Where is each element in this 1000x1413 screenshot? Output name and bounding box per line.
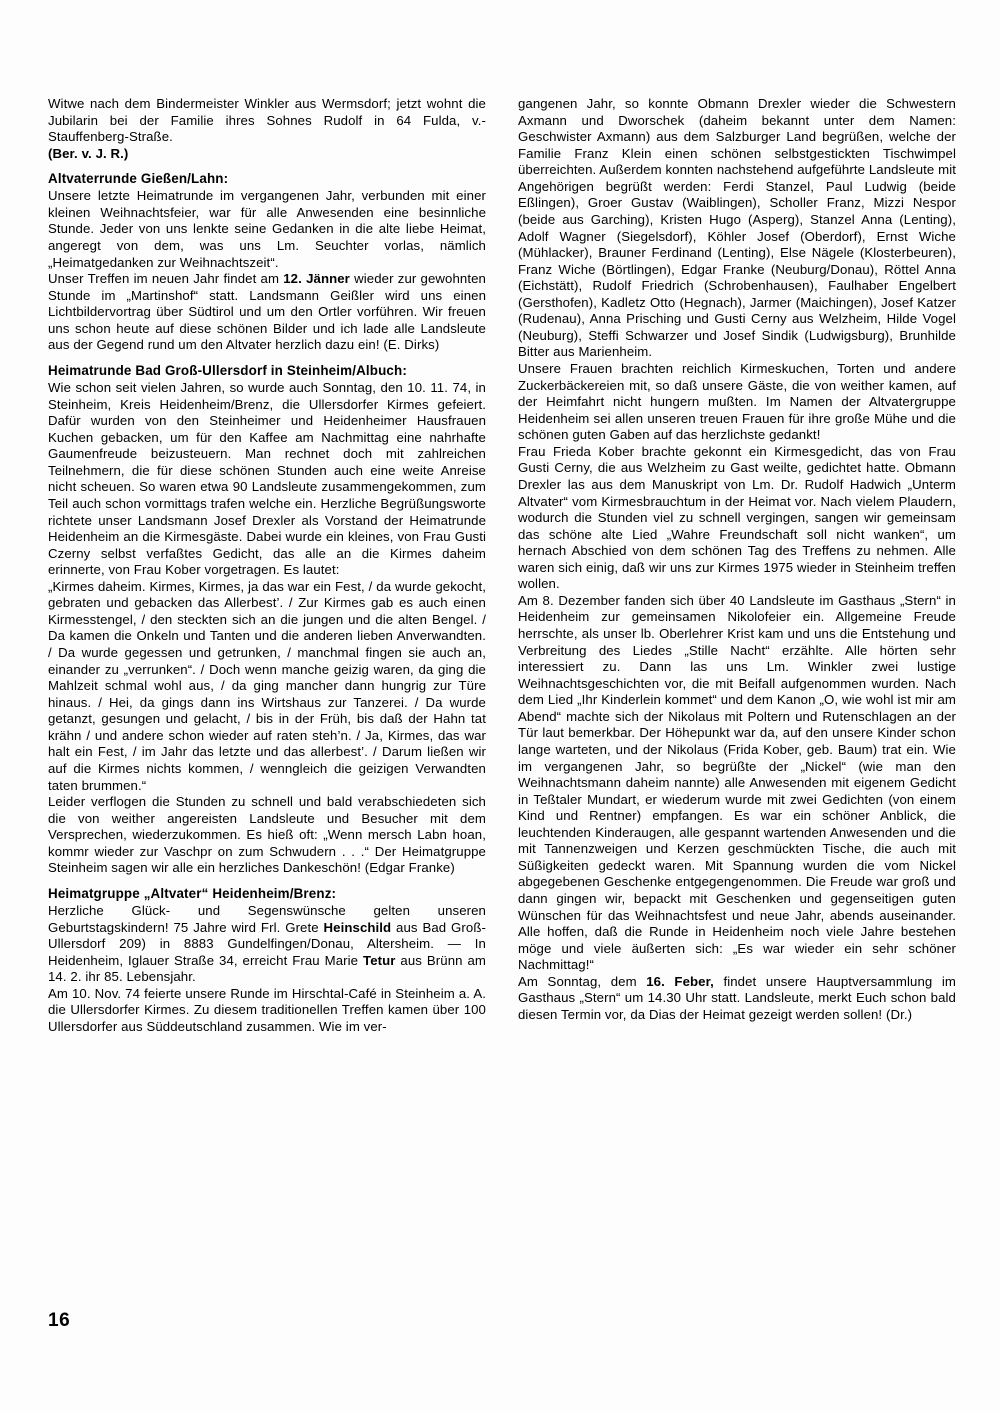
paragraph-frauen-kuchen: Unsere Frauen brachten reichlich Kirmeskuchen, Torten und andere Zuckerbäckereien mit, so daß unsere Gäste, die von weither kamen, auf der Heimfahrt nicht hungern mußten. Im Namen der Altvatergruppe Heidenheim sei allen unseren treuen Frauen für ihre große Mühe und die schönen guten Gaben auf das herzlichste gedankt! [518,361,956,443]
paragraph-birthdays-part1: Herzliche Glück- und Segenswünsche gelten unseren Geburtstagskindern! 75 Jahre wird Frl. Grete [48,902,486,935]
paragraph-hauptversammlung [518,974,956,1024]
right-column [518,96,956,1035]
name-heinschild: Heinschild [323,919,392,935]
paragraph-giessen-1: Unsere letzte Heimatrunde im vergangenen Jahr, verbunden mit einer kleinen Weihnachtsfeier, war für alle Anwesenden eine besinnliche Stunde. Jeder von uns lenkte seine Gedanken in die alte liebe Heimat, angeregt von dem, was uns Lm. Seuchter vorlas, nämlich „Heimatgedanken zur Weihnachtszeit“. [48,188,486,270]
date-16-feber: 16. Feber, [646,973,714,989]
section-heading-heimatrunde-ullersdorf: Heimatrunde Bad Groß-Ullersdorf in Steinheim/Albuch: [48,362,407,378]
paragraph-intro: Witwe nach dem Bindermeister Winkler aus Wermsdorf; jetzt wohnt die Jubilarin bei der Familie ihres Sohnes Rudolf in 64 Fulda, v.-Stauffenberg-Straße. [48,96,486,145]
section-heading-heimatgruppe-altvater: Heimatgruppe „Altvater“ Heidenheim/Brenz: [48,885,337,901]
left-column [48,96,486,1035]
paragraph-giessen-2-post: wieder zur gewohnten Stunde im „Martinshof“ statt. Landsmann Geißler wird uns einen Lichtbildervortrag über Südtirol und um den Ortler vorführen. Wir freuen uns schon heute auf diese schönen Bilder und ich lade alle Landsleute aus der Gegend rund um den Altvater herzlich dazu ein! (E. Dirks) [48,271,486,353]
page-number: 16 [48,1310,71,1331]
paragraph-birthdays [48,903,486,986]
section-heading-altvaterrunde-giessen: Altvaterrunde Gießen/Lahn: [48,171,229,187]
paragraph-hauptversammlung-part1: Am Sonntag, dem [518,973,647,989]
date-12-jaenner: 12. Jänner [283,271,350,287]
paragraph-birthdays-part2: aus Bad Groß-Ullersdorf 209) in 8883 Gundelfingen/Donau, Altersheim. — In Heidenheim, Iglauer Straße 34, erreicht Frau Marie [48,919,486,968]
paragraph-ullersdorf-2: Leider verflogen die Stunden zu schnell und bald verabschiedeten sich die von weither angereisten Landsleute und Besucher mit dem Versprechen, wiederzukommen. Es hieß oft: „Wenn mersch Labn hoan, kommr wieder zur Vaschpr on zum Schwudern . . .“ Der Heimatgruppe Steinheim sagen wir alle ein herzliches Dankeschön! (Edgar Franke) [48,794,486,876]
two-column-body [48,96,956,1035]
paragraph-kirmes-nov74: Am 10. Nov. 74 feierte unsere Runde im Hirschtal-Café in Steinheim a. A. die Ullersdorfer Kirmes. Zu diesem traditionellen Treffen kamen über 100 Ullersdorfer aus Süddeutschland zusammen. Wie im ver- [48,985,486,1034]
paragraph-nikolofeier: Am 8. Dezember fanden sich über 40 Landsleute im Gasthaus „Stern“ in Heidenheim zur gemeinsamen Nikolofeier ein. Allgemeine Freude herrschte, als unser lb. Oberlehrer Krist kam und uns die Entstehung und Verbreitung des Liedes „Stille Nacht“ erzählte. Alle hörten sehr interessiert zu. Dann las uns Lm. Winkler zwei lustige Weihnachtsgeschichten vor, die mit Beifall aufgenommen wurden. Nach dem Lied „Ihr Kinderlein kommet“ und dem Kanon „O, wie wohl ist mir am Abend“ machte sich der Nikolaus mit Poltern und Rutenschlagen an der Tür laut bemerkbar. Der Höhepunkt war da, auf den unsere Kinder schon lange warteten, und der Nikolaus (Frida Kober, geb. Baum) trat ein. Wie im vergangenen Jahr, so begrüßte der „Nickel“ (wie man den Weihnachtsmann daheim nannte) alle Anwesenden mit eigenem Gedicht in Teßtaler Mundart, er wiederum wurde mit zwei Gedichten (von einem Kind und Rentner) empfangen. Es war ein schöner Anblick, die leuchtenden Kinderaugen, alle gespannt wartenden Anwesenden und die mit Tannenzweigen und Kerzen geschmückten Tische, die auch mit Süßigkeiten gedeckt waren. Mit Spannung wurden die vom Nickel abgegebenen Geschenke entgegengenommen. Die Freude war groß und dann gingen wir, bepackt mit Geschenken und gegenseitigen guten Wünschen für das Weihnachtsfest und neue Jahr, abends auseinander. Alle hoffen, daß die Runde in Heidenheim noch viele Jahre bestehen möge und viele äußerten sich: „Es war wieder ein sehr schöner Nachmittag!“ [518,592,956,973]
paragraph-kober-gedicht: Frau Frieda Kober brachte gekonnt ein Kirmesgedicht, das von Frau Gusti Cerny, die aus Welzheim zu Gast weilte, gedichtet hatte. Obmann Drexler las aus dem Manuskript von Lm. Dr. Rudolf Hadwich „Unterm Altvater“ vom Kirmesbrauchtum in der Heimat vor. Nach vielem Plaudern, wodurch die Stunden viel zu schnell vergingen, sangen wir gemeinsam das schöne alte Lied „Wahre Freundschaft soll nicht wanken“, um hernach Abschied von dem schönen Tag des Treffens zu nehmen. Alle waren sich einig, daß wir uns zur Kirmes 1975 wieder in Steinheim treffen wollen. [518,443,956,592]
name-tetur: Tetur [363,952,396,968]
paragraph-hauptversammlung-part2: findet unsere Hauptversammlung im Gasthaus „Stern“ um 14.30 Uhr statt. Landsleute, merkt Euch schon bald diesen Termin vor, da Dias der Heimat gezeigt werden sollen! (Dr.) [518,973,956,1022]
paragraph-giessen-2-pre: Unser Treffen im neuen Jahr findet am [48,271,284,287]
paragraph-giessen-2 [48,271,486,354]
paragraph-birthdays-part3: aus Brünn am 14. 2. ihr 85. Lebensjahr. [48,952,486,985]
paragraph-kirmes-poem: „Kirmes daheim. Kirmes, Kirmes, ja das war ein Fest, / da wurde gekocht, gebraten und gebacken das Allerbest’. / Zur Kirmes gab es auch einen Kirmesstengel, / den steckten sich an die jungen und die alten Bengel. / Da kamen die Onkeln und Tanten und die anderen lieben Anverwandten. / Da wurde gegessen und getrunken, / manchmal fingen sie auch an, einander zu „verrunken“. / Doch wenn manche geizig waren, da ging die Mahlzeit schmal wohl aus, / da ging mancher dann hungrig zur Türe hinaus. / Hei, da gings dann ins Wirtshaus zur Tanzerei. / Da wurde getanzt, gesungen und gelacht, / bis in der Früh, bis daß der Hahn tat krähn / und andere schon wieder auf raten steh’n. / Ja, Kirmes, das war halt ein Fest, / im Jahr das letzte und das allerbest’. / Darum ließen wir auf die Kirmes nichts kommen, / wenngleich die geizigen Verwandten taten brummen.“ [48,578,486,793]
paragraph-ullersdorf-1: Wie schon seit vielen Jahren, so wurde auch Sonntag, den 10. 11. 74, in Steinheim, Kreis Heidenheim/Brenz, die Ullersdorfer Kirmes gefeiert. Dafür wurden von den Steinheimer und Heidenheimer Hausfrauen Kuchen gebacken, um für den Kaffee am Nachmittag eine nahrhafte Gaumenfreude beizusteuern. Man rechnet doch mit zahlreichen Teilnehmern, die für diese schönen Stunden auch eine weite Anreise nicht scheuen. So waren etwa 90 Landsleute zusammengekommen, zum Teil auch schon vormittags trafen welche ein. Herzliche Begrüßungsworte richtete unser Landsmann Josef Drexler als Vorstand der Heimatrunde Heidenheim an die Kirmesgäste. Dabei wurde ein kleines, von Frau Gusti Czerny selbst verfaßtes Gedicht, das alle an die Kirmes daheim erinnerte, von Frau Kober vorgetragen. Es lautet: [48,380,486,578]
paragraph-intro-signature: (Ber. v. J. R.) [48,145,129,161]
paragraph-guests-list: gangenen Jahr, so konnte Obmann Drexler wieder die Schwestern Axmann und Dworschek (daheim bekannt unter dem Namen: Geschwister Axmann) aus dem Salzburger Land begrüßen, welche der Familie Franz Klein einen schönen selbstgestickten Tischwimpel überreichten. Außerdem konnten nachstehend aufgeführte Landsleute mit Angehörigen begrüßt werden: Ferdi Stanzel, Paul Ludwig (beide Eßlingen), Groer Gustav (Waiblingen), Scholler Franz, Mizzi Nespor (beide aus Garching), Kristen Hugo (Asperg), Stanzel Anna (Lenting), Adolf Wagner (Siegelsdorf), Köhler Josef (Oberdorf), Ernst Wiche (Mühlacker), Brauner Ferdinand (Lenting), Else Nägele (Klosterbeuren), Franz Wiche (Börtlingen), Edgar Franke (Neuburg/Donau), Röttel Anna (Eichstätt), Rudolf Friedrich (Schrobenhausen), Faulhaber Engelbert (Gersthofen), Kadletz Otto (Hegnach), Jarmer (Maichingen), Josef Katzer (Rudenau), Anna Prisching und Gusti Cerny aus Welzheim, Hilde Vogel (Neuburg), Steffi Schwarzer und Josef Sindik (Ludwigsburg), Brunhilde Bitter aus Marienheim. [518,96,956,360]
